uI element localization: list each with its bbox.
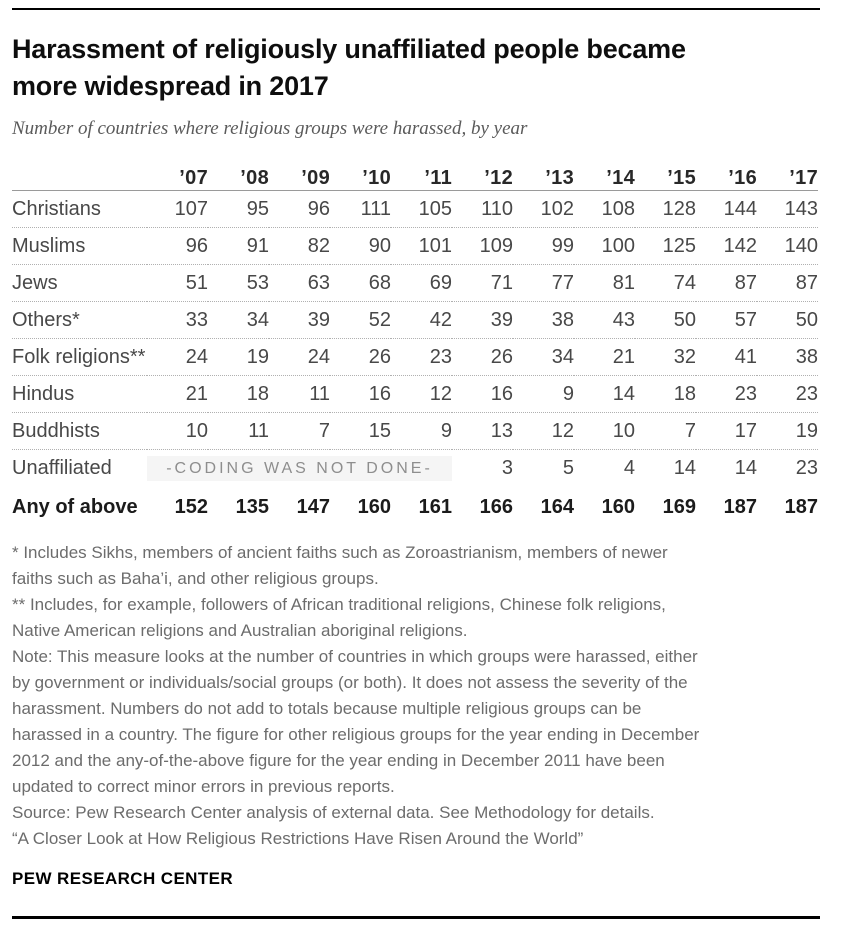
cell-value: 161 <box>418 496 452 518</box>
footnote-line: 2012 and the any-of-the-above figure for the year ending in December 2011 have been <box>12 750 665 770</box>
cell-value: 10 <box>147 413 208 450</box>
cell-value: 144 <box>696 191 757 228</box>
cell-value: 39 <box>269 302 330 339</box>
cell-value: 41 <box>696 339 757 376</box>
cell-value: 23 <box>757 376 818 413</box>
cell-value: 50 <box>757 302 818 339</box>
cell-value: 74 <box>635 265 696 302</box>
cell-value: 21 <box>147 376 208 413</box>
footnote-line: harassment. Numbers do not add to totals because multiple religious groups can be <box>12 698 642 718</box>
bottom-rule <box>12 916 820 919</box>
footnote-line: by government or individuals/social groups (or both). It does not assess the severity of the <box>12 672 688 692</box>
cell-value: 12 <box>513 413 574 450</box>
cell-value: 147 <box>296 496 330 518</box>
footnote-line: Source: Pew Research Center analysis of external data. See Methodology for details. <box>12 802 655 822</box>
cell-value: 108 <box>574 191 635 228</box>
footnote-line: Native American religions and Australian aboriginal religions. <box>12 620 468 640</box>
year-header: ’13 <box>513 167 574 191</box>
cell-value: 53 <box>208 265 269 302</box>
cell-value: 140 <box>757 228 818 265</box>
row-label: Muslims <box>12 228 147 265</box>
cell-value: 187 <box>784 496 818 518</box>
cell-value: 169 <box>662 496 696 518</box>
year-header: ’08 <box>208 167 269 191</box>
cell-value: 32 <box>635 339 696 376</box>
table-row <box>12 376 818 413</box>
cell-value: 142 <box>696 228 757 265</box>
cell-value: 125 <box>635 228 696 265</box>
cell-value: 152 <box>174 496 208 518</box>
cell-value: 160 <box>357 496 391 518</box>
cell-value: 12 <box>391 376 452 413</box>
brand: PEW RESEARCH CENTER <box>12 868 234 888</box>
cell-value: 42 <box>391 302 452 339</box>
year-header: ’14 <box>574 167 635 191</box>
page-title <box>12 31 822 105</box>
empty-corner-cell <box>12 167 147 191</box>
year-header: ’15 <box>635 167 696 191</box>
cell-value: 81 <box>574 265 635 302</box>
year-header: ’16 <box>696 167 757 191</box>
cell-value: 5 <box>562 456 574 479</box>
row-label: Christians <box>12 191 147 228</box>
cell-value: 26 <box>452 339 513 376</box>
cell-value: 90 <box>330 228 391 265</box>
cell-value: 105 <box>391 191 452 228</box>
cell-value: 57 <box>696 302 757 339</box>
cell-value: 13 <box>452 413 513 450</box>
table-row <box>12 450 818 487</box>
cell-value: 11 <box>208 413 269 450</box>
cell-value: 69 <box>391 265 452 302</box>
cell-value: 91 <box>208 228 269 265</box>
cell-value: 11 <box>269 376 330 413</box>
page-title-line: more widespread in 2017 <box>12 71 329 101</box>
cell-value: 19 <box>757 413 818 450</box>
footnote-line: faiths such as Baha’i, and other religious groups. <box>12 568 379 588</box>
cell-value: 18 <box>208 376 269 413</box>
cell-value: 99 <box>513 228 574 265</box>
cell-value: 96 <box>269 191 330 228</box>
cell-value: 95 <box>208 191 269 228</box>
cell-value: 34 <box>513 339 574 376</box>
footnote-line: updated to correct minor errors in previous reports. <box>12 776 395 796</box>
cell-value: 39 <box>452 302 513 339</box>
cell-value: 7 <box>635 413 696 450</box>
cell-value: 107 <box>147 191 208 228</box>
year-header: ’07 <box>147 167 208 191</box>
footnote-line: Note: This measure looks at the number of countries in which groups were harassed, either <box>12 646 698 666</box>
cell-value: 187 <box>723 496 757 518</box>
cell-value: 143 <box>757 191 818 228</box>
row-label: Jews <box>12 265 147 302</box>
footnote-line: * Includes Sikhs, members of ancient faiths such as Zoroastrianism, members of newer <box>12 542 668 562</box>
coding-note: -CODING WAS NOT DONE- <box>147 456 452 481</box>
year-header: ’12 <box>452 167 513 191</box>
table-row <box>12 302 818 339</box>
year-header: ’10 <box>330 167 391 191</box>
cell-value: 63 <box>269 265 330 302</box>
row-label: Unaffiliated <box>12 456 112 479</box>
footnote-line: ** Includes, for example, followers of African traditional religions, Chinese folk religions, <box>12 594 666 614</box>
year-header: ’17 <box>757 167 818 191</box>
cell-value: 23 <box>391 339 452 376</box>
table-row <box>12 265 818 302</box>
cell-value: 26 <box>330 339 391 376</box>
cell-value: 102 <box>513 191 574 228</box>
year-header-row <box>12 167 818 191</box>
cell-value: 21 <box>574 339 635 376</box>
row-label: Buddhists <box>12 413 147 450</box>
footnotes <box>12 540 824 852</box>
cell-value: 10 <box>574 413 635 450</box>
cell-value: 111 <box>330 191 391 228</box>
row-label: Hindus <box>12 376 147 413</box>
cell-value: 24 <box>269 339 330 376</box>
cell-value: 17 <box>696 413 757 450</box>
cell-value: 87 <box>696 265 757 302</box>
table-body <box>12 191 818 529</box>
data-table <box>12 167 818 529</box>
cell-value: 50 <box>635 302 696 339</box>
cell-value: 3 <box>501 456 513 479</box>
page-title-line: Harassment of religiously unaffiliated people became <box>12 34 686 64</box>
cell-value: 77 <box>513 265 574 302</box>
table-row <box>12 487 818 529</box>
cell-value: 68 <box>330 265 391 302</box>
cell-value: 34 <box>208 302 269 339</box>
cell-value: 135 <box>235 496 269 518</box>
subtitle: Number of countries where religious groups were harassed, by year <box>12 118 528 139</box>
table-row <box>12 339 818 376</box>
cell-value: 160 <box>601 496 635 518</box>
footnote-line: harassed in a country. The figure for other religious groups for the year ending in December <box>12 724 700 744</box>
top-rule <box>12 8 820 10</box>
cell-value: 38 <box>757 339 818 376</box>
cell-value: 16 <box>330 376 391 413</box>
row-label: Others* <box>12 302 147 339</box>
cell-value: 96 <box>147 228 208 265</box>
cell-value: 15 <box>330 413 391 450</box>
cell-value: 82 <box>269 228 330 265</box>
year-header: ’09 <box>269 167 330 191</box>
cell-value: 101 <box>391 228 452 265</box>
cell-value: 14 <box>673 456 696 479</box>
table-row <box>12 228 818 265</box>
cell-value: 51 <box>147 265 208 302</box>
cell-value: 52 <box>330 302 391 339</box>
cell-value: 33 <box>147 302 208 339</box>
cell-value: 16 <box>452 376 513 413</box>
table-row <box>12 191 818 228</box>
row-label: Any of above <box>12 496 138 518</box>
cell-value: 164 <box>540 496 574 518</box>
cell-value: 19 <box>208 339 269 376</box>
cell-value: 23 <box>795 456 818 479</box>
cell-value: 110 <box>452 191 513 228</box>
cell-value: 14 <box>734 456 757 479</box>
row-label: Folk religions** <box>12 339 147 376</box>
table-row <box>12 413 818 450</box>
cell-value: 9 <box>513 376 574 413</box>
coding-note-cell <box>147 450 452 487</box>
cell-value: 166 <box>479 496 513 518</box>
cell-value: 38 <box>513 302 574 339</box>
cell-value: 9 <box>391 413 452 450</box>
cell-value: 100 <box>574 228 635 265</box>
cell-value: 43 <box>574 302 635 339</box>
cell-value: 23 <box>696 376 757 413</box>
cell-value: 24 <box>147 339 208 376</box>
footnote-line: “A Closer Look at How Religious Restrictions Have Risen Around the World” <box>12 828 584 848</box>
cell-value: 87 <box>757 265 818 302</box>
cell-value: 4 <box>623 456 635 479</box>
cell-value: 14 <box>574 376 635 413</box>
cell-value: 7 <box>269 413 330 450</box>
cell-value: 109 <box>452 228 513 265</box>
cell-value: 128 <box>635 191 696 228</box>
year-header: ’11 <box>391 167 452 191</box>
cell-value: 71 <box>452 265 513 302</box>
cell-value: 18 <box>635 376 696 413</box>
